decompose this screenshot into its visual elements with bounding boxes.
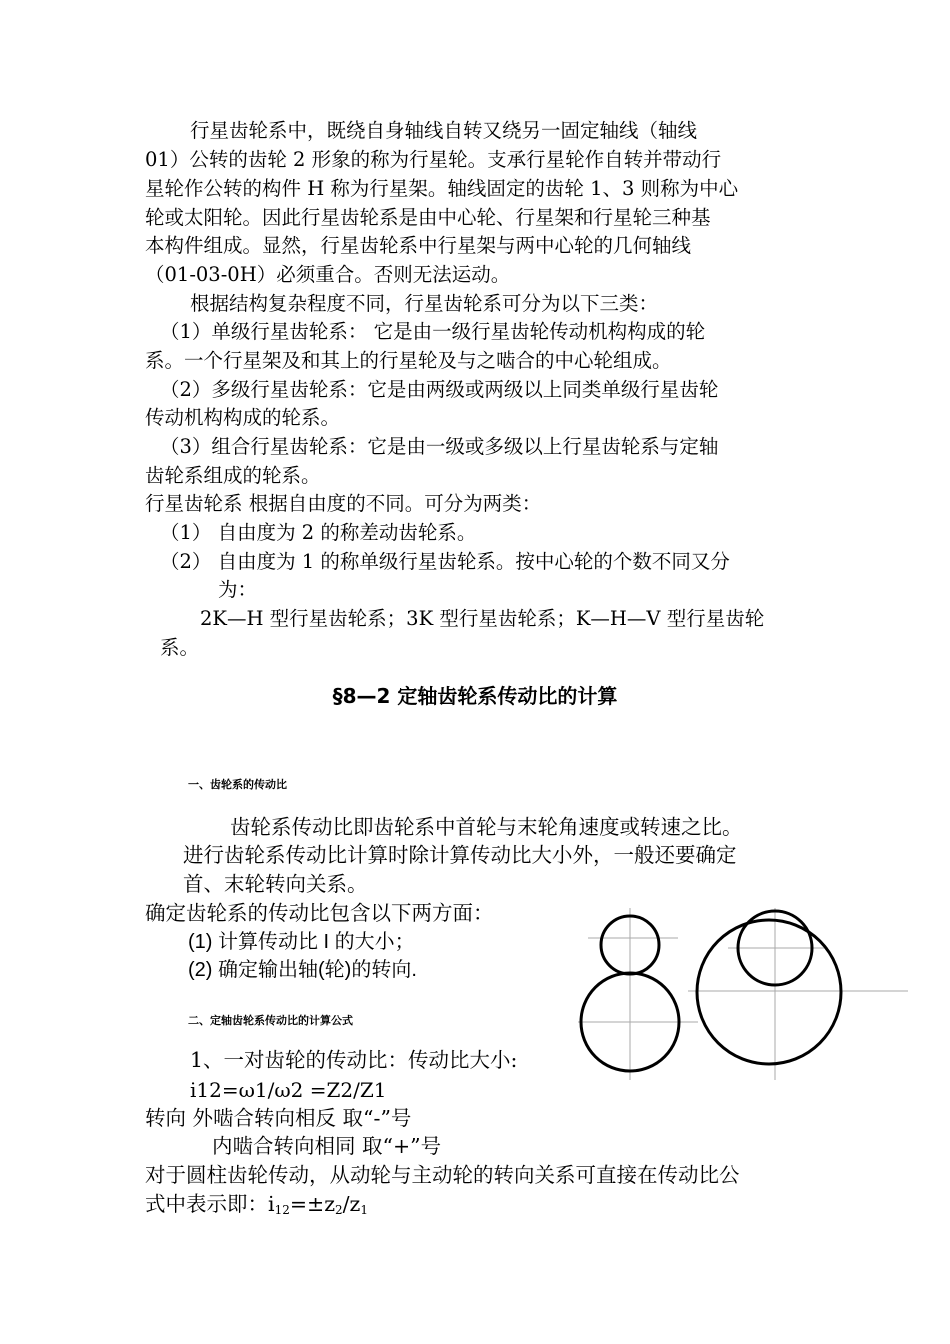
paragraph-line: 齿轮系组成的轮系。 (145, 464, 321, 487)
paragraph-line: 转向 外啮合转向相反 取“-”号 (145, 1106, 412, 1130)
formula: $i_{12}=\pm z_2/z_1$ (268, 1192, 368, 1217)
subsection-heading: 二、定轴齿轮系传动比的计算公式 (188, 1014, 353, 1027)
paragraph-line: 系。一个行星架及和其上的行星轮及与之啮合的中心轮组成。 (145, 349, 672, 372)
list-item: (2) 确定输出轴(轮)的转向. (188, 959, 417, 981)
paragraph-line: 进行齿轮系传动比计算时除计算传动比大小外，一般还要确定 (183, 843, 737, 867)
paragraph-line: （2）多级行星齿轮系：它是由两级或两级以上同类单级行星齿轮 (160, 378, 719, 401)
paragraph-line: 内啮合转向相同 取“+”号 (212, 1134, 442, 1158)
paragraph-line: 确定齿轮系的传动比包含以下两方面： (145, 901, 494, 925)
paragraph-line: 首、末轮转向关系。 (183, 872, 368, 896)
paragraph-line: （1） 自由度为 2 的称差动齿轮系。 (160, 521, 477, 544)
paragraph-line: 星轮作公转的构件 H 称为行星架。轴线固定的齿轮 1、3 则称为中心 (145, 177, 739, 200)
list-item: (1) 计算传动比 I 的大小； (188, 931, 415, 953)
paragraph-line: （1）单级行星齿轮系： 它是由一级行星齿轮传动机构构成的轮 (160, 320, 706, 343)
section-title: §8—2 定轴齿轮系传动比的计算 (332, 684, 618, 708)
gear-mesh-diagram (578, 908, 908, 1080)
paragraph-line: 传动机构构成的轮系。 (145, 406, 341, 429)
paragraph-line: 行星齿轮系 根据自由度的不同。可分为两类： (145, 492, 542, 515)
paragraph-line: 根据结构复杂程度不同，行星齿轮系可分为以下三类： (190, 292, 659, 315)
paragraph-line: （01-03-0H）必须重合。否则无法运动。 (145, 263, 511, 286)
paragraph-line: （2） 自由度为 1 的称单级行星齿轮系。按中心轮的个数不同又分 (160, 550, 730, 573)
paragraph-line: 对于圆柱齿轮传动，从动轮与主动轮的转向关系可直接在传动比公 (145, 1163, 740, 1187)
paragraph-line: 本构件组成。显然，行星齿轮系中行星架与两中心轮的几何轴线 (145, 234, 692, 257)
paragraph-line: 系。 (160, 636, 200, 659)
paragraph-line: 齿轮系传动比即齿轮系中首轮与末轮角速度或转速之比。 (230, 815, 743, 839)
paragraph-line: 为： (218, 578, 258, 601)
paragraph-line: （3）组合行星齿轮系：它是由一级或多级以上行星齿轮系与定轴 (160, 435, 719, 458)
paragraph-line: 轮或太阳轮。因此行星齿轮系是由中心轮、行星架和行星轮三种基 (145, 206, 711, 229)
paragraph-line: 2K—H 型行星齿轮系；3K 型行星齿轮系；K—H—V 型行星齿轮 (200, 607, 765, 630)
ring-gear-circle (697, 920, 841, 1064)
subsection-heading: 一、齿轮系的传动比 (188, 778, 287, 791)
center-lines (578, 908, 908, 1080)
paragraph-line: 1、一对齿轮的传动比：传动比大小: (190, 1048, 518, 1072)
paragraph-line: 行星齿轮系中，既绕自身轴线自转又绕另一固定轴线（轴线 (190, 119, 698, 142)
formula-line: i12=ω1/ω2 =Z2/Z1 (190, 1078, 387, 1102)
paragraph-line: 01）公转的齿轮 2 形象的称为行星轮。支承行星轮作自转并带动行 (145, 148, 722, 171)
formula-line: 式中表示即：$i_{12}=\pm z_2/z_1$ (145, 1192, 368, 1217)
